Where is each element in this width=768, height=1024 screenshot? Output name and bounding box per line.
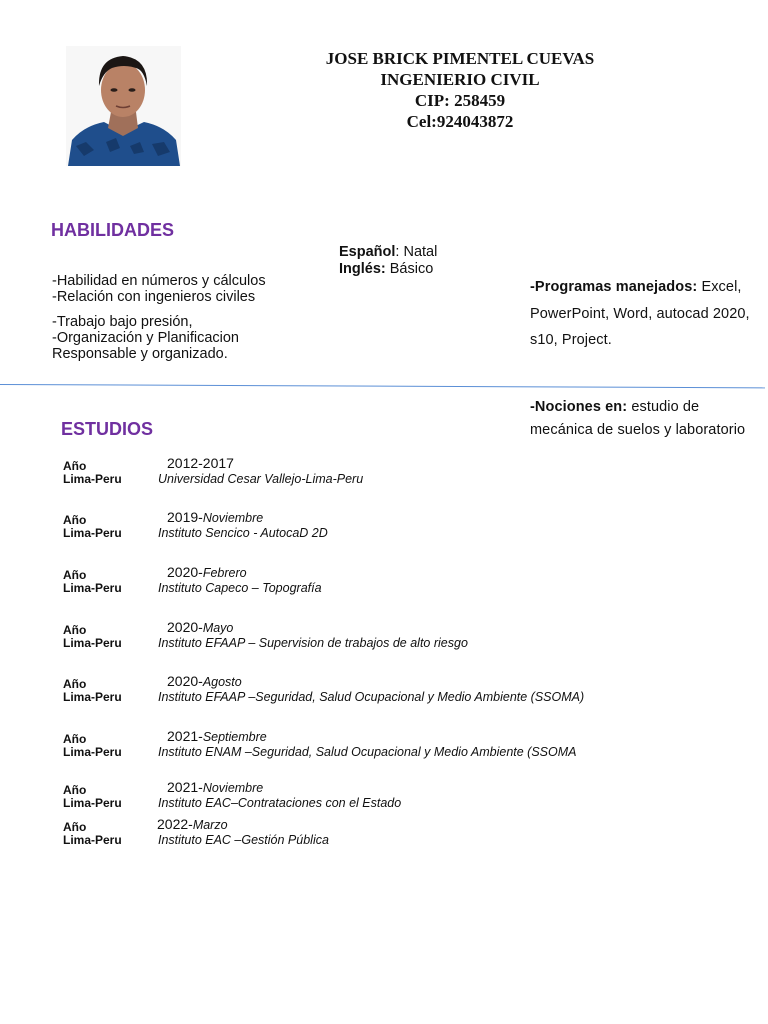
skill-item: -Trabajo bajo presión, [52, 314, 193, 330]
skills-list [52, 273, 266, 362]
skill-item: -Relación con ingenieros civiles [52, 289, 256, 305]
year-label: Año [63, 677, 87, 691]
cip-number: CIP: 258459 [414, 91, 506, 110]
year-label: Año [63, 732, 87, 746]
language-level: Básico [389, 261, 434, 277]
education-entry [63, 619, 703, 650]
language-english [339, 261, 437, 278]
skill-item: -Habilidad en números y cálculos [52, 273, 266, 289]
profession: INGENIERIO CIVIL [380, 70, 540, 89]
city-label: Lima-Peru [63, 581, 122, 595]
profile-photo [66, 46, 181, 166]
city-label: Lima-Peru [63, 526, 122, 540]
city-label: Lima-Peru [63, 690, 122, 704]
skill-item: Responsable y organizado. [52, 346, 228, 362]
notions-label: -Nociones en: [530, 399, 628, 415]
year-label: Año [63, 459, 87, 473]
programs-line: s10, Project. [530, 332, 612, 348]
city-label: Lima-Peru [63, 636, 122, 650]
education-institution: Instituto Sencico - AutocaD 2D [158, 526, 328, 540]
education-institution: Instituto Capeco – Topografía [158, 581, 322, 595]
education-date: 2021-Noviembre [167, 779, 264, 795]
language-level: Natal [403, 244, 438, 260]
language-label: Inglés: [339, 261, 386, 277]
education-entry [63, 779, 703, 810]
education-entry [63, 816, 703, 847]
year-label: Año [63, 783, 87, 797]
education-institution: Universidad Cesar Vallejo-Lima-Peru [158, 472, 364, 486]
programs-label: -Programas manejados: [530, 279, 698, 295]
education-institution: Instituto EAC –Gestión Pública [158, 833, 329, 847]
education-institution: Instituto EAC–Contrataciones con el Estado [158, 796, 402, 810]
city-label: Lima-Peru [63, 796, 122, 810]
phone-number: Cel:924043872 [406, 112, 514, 131]
year-label: Año [63, 820, 87, 834]
notions-block [530, 396, 766, 441]
education-date: 2020-Mayo [167, 619, 234, 635]
education-date: 2021-Septiembre [167, 728, 267, 744]
education-date: 2012-2017 [167, 455, 234, 471]
year-label: Año [63, 623, 87, 637]
languages [339, 244, 437, 278]
skill-item: -Organización y Planificacion [52, 330, 239, 346]
section-divider [0, 384, 765, 388]
year-label: Año [63, 513, 87, 527]
education-institution: Instituto ENAM –Seguridad, Salud Ocupacional y Medio Ambiente (SSOMA [158, 745, 577, 759]
education-date: 2020-Febrero [167, 564, 247, 580]
year-label: Año [63, 568, 87, 582]
programs-block [530, 274, 766, 354]
full-name: JOSE BRICK PIMENTEL CUEVAS [325, 49, 595, 68]
language-spanish: Español: Natal [339, 244, 438, 260]
education-entry [63, 509, 703, 540]
city-label: Lima-Peru [63, 833, 122, 847]
education-entry [63, 673, 703, 704]
education-title: ESTUDIOS [61, 419, 154, 439]
education-date: 2020-Agosto [167, 673, 242, 689]
notions-line: estudio de [631, 399, 700, 415]
city-label: Lima-Peru [63, 745, 122, 759]
cv-header [250, 48, 670, 132]
programs-line: PowerPoint, Word, autocad 2020, [530, 305, 750, 322]
education-entry [63, 728, 703, 759]
education-entry [63, 455, 703, 486]
education-entry [63, 564, 703, 595]
education-date: 2019-Noviembre [167, 509, 264, 525]
programs-line: Excel, [701, 279, 742, 295]
language-label: Español [339, 244, 396, 260]
education-institution: Instituto EFAAP –Seguridad, Salud Ocupacional y Medio Ambiente (SSOMA) [158, 690, 585, 704]
profile-photo-image [66, 46, 181, 166]
education-institution: Instituto EFAAP – Supervision de trabajos de alto riesgo [158, 636, 468, 650]
notions-line: mecánica de suelos y laboratorio [530, 421, 746, 438]
skills-title: HABILIDADES [51, 220, 175, 240]
education-date: 2022-Marzo [157, 816, 228, 832]
city-label: Lima-Peru [63, 472, 122, 486]
